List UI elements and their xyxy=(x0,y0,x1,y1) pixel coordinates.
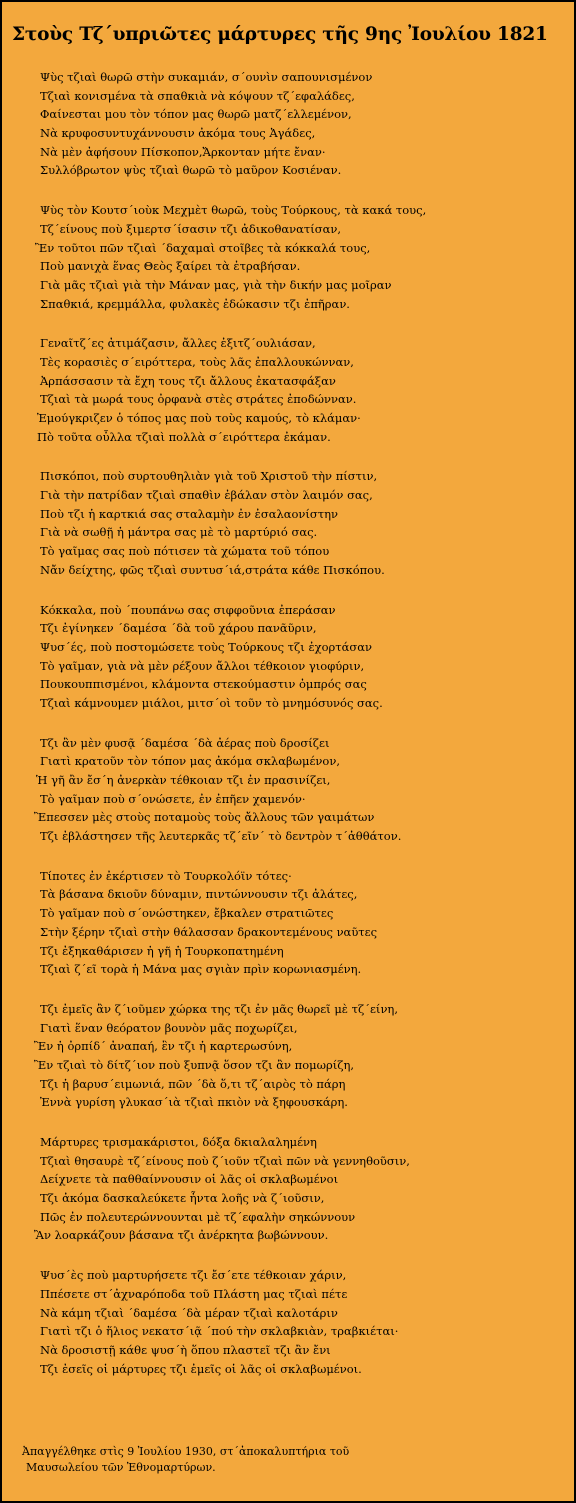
poem-line: Πὸ τοῦτα οὖλλα τζιαὶ πολλὰ σ΄ειρόττερα ἐκάμαν. xyxy=(37,429,331,444)
stanza xyxy=(2,201,576,313)
poem-line: Τζι ἐσεῖς οἱ μάρτυρες τζι ἐμεῖς οἱ λᾶς οἱ σκλαβωμένοι. xyxy=(40,1361,362,1376)
poem-line: Γιὰ τὴν πατρίδαν τζιαὶ σπαθὶν ἐβάλαν στὸν λαιμόν σας, xyxy=(40,488,373,503)
poem-line: Τζ΄είνους ποὺ ξιμερτσ΄ίσασιν τζι ἀδικοθανατίσαν, xyxy=(40,221,342,236)
footnote-line: Μαυσωλείου τῶν Ἐθνομαρτύρων. xyxy=(26,1461,216,1474)
poem-line: Γιατὶ τζι ὁ ἥλιος νεκατσ΄ιᾷ ΄πού τὴν σκλαβκιὰν, τραβκιέται· xyxy=(40,1324,399,1339)
stanza xyxy=(2,1266,576,1378)
poem-line: Ππέσετε στ΄ἀχναρόποδα τοῦ Πλάστη μας τζιαὶ πέτε xyxy=(40,1286,348,1301)
poem-line: Ἀρπάσσασιν τὰ ἔχη τους τζι ἄλλους ἐκατασφάξαν xyxy=(40,373,336,388)
poem-line: Τζιαὶ κάμνουμεν μιάλοι, μιτσ΄οὶ τοῦν τὸ μνημόσυνός σας. xyxy=(40,695,383,710)
poem-line: Τζι ἐξηκαθάρισεν ἡ γῆ ἡ Τουρκοπατημένη xyxy=(40,943,284,958)
footnote-line: Ἀπαγγέλθηκε στὶς 9 Ἰουλίου 1930, στ΄ἀποκαλυπτήρια τοῦ xyxy=(22,1445,350,1458)
poem-line: Τζι ἐγίνηκεν ΄δαμέσα ΄δὰ τοῦ χάρου πανᾶῦριν, xyxy=(40,621,317,636)
poem-line: Τὸ γαῖμαν ποὺ σ΄ονώσετε, ἐν ἐπῆεν χαμενόν· xyxy=(40,791,306,806)
poem-line: Ψὺς τζιαὶ θωρῶ στὴν συκαμιάν, σ΄ουνὶν σαπουνισμένον xyxy=(40,70,373,84)
poem-line: Ἒν τοῦτοι πῶν τζιαὶ ΄δαχαμαὶ στοῖβες τὰ κόκκαλά τους, xyxy=(35,240,371,255)
poem-line: Νὰ κάμη τζιαὶ ΄δαμέσα ΄δὰ μέραν τζιαὶ καλοτάριν xyxy=(40,1305,338,1320)
poem-line: Ψυσ΄ές, ποὺ ποστομώσετε τοὺς Τούρκους τζι ἐχορτάσαν xyxy=(40,639,373,654)
poem-line: Ψὺς τὸν Κουτσ΄ιοὺκ Μεχμὲτ θωρῶ, τοὺς Τούρκους, τὰ κακά τους, xyxy=(40,203,427,218)
poem-line: Τὸ γαῖμαν, γιὰ νὰ μὲν ρέξουν ἄλλοι τέθκοιον γιοφύριν, xyxy=(40,658,365,673)
poem-line: Γιὰ μᾶς τζιαὶ γιὰ τὴν Μάναν μας, γιὰ τὴν δικήν μας μοῖραν xyxy=(40,277,392,292)
poem-line: Τζι ἀκόμα δασκαλεύκετε ἧντα λοῆς νὰ ζ΄ιοῦσιν, xyxy=(40,1191,325,1206)
poem-line: Φαίνεσται μου τὸν τόπον μας θωρῶ ματζ΄ελλεμένον, xyxy=(40,107,352,122)
poem-line: Σπαθκιά, κρεμμάλλα, φυλακὲς ἐδώκασιν τζι ἐπῆραν. xyxy=(40,296,350,311)
poem-line: Τὲς κορασιὲς σ΄ειρόττερα, τοὺς λᾶς ἐπαλλουκώνναν, xyxy=(40,354,354,369)
stanza xyxy=(2,334,576,446)
poem-line: Ἡ γῆ ἂν ἔσ΄η ἀνερκὰν τέθκοιαν τζι ἐν πρασινίζει, xyxy=(36,773,331,787)
poem-line: Τζι ἐμεῖς ἂν ζ΄ιοῦμεν χώρκα της τζι ἐν μᾶς θωρεῖ μὲ τζ΄είνη, xyxy=(40,1001,398,1016)
stanza xyxy=(2,467,576,579)
poem-line: Τίποτες ἐν ἐκέρτισεν τὸ Τουρκολόϊν τότες· xyxy=(40,868,292,883)
stanza xyxy=(2,867,576,979)
poem-line: Συλλόβρωτον ψὺς τζιαὶ θωρῶ τὸ μαῦρον Κοσιέναν. xyxy=(40,163,342,178)
poem-line: Τὸ γαῖμας σας ποὺ πότισεν τὰ χώματα τοῦ τόπου xyxy=(40,544,330,559)
poem-line: Ἒν ἡ ὀρπίδ΄ ἀναπαή, ἒν τζι ἡ καρτερωσύνη, xyxy=(34,1039,293,1054)
poem-line: Νὰ κρυφοσυντυχάννουσιν ἀκόμα τους Ἀγάδες, xyxy=(40,126,316,141)
stanza xyxy=(2,601,576,713)
poem-line: Τζιαὶ τὰ μωρά τους ὀρφανὰ στὲς στράτες ἐποδώνναν. xyxy=(40,392,357,407)
poem-body xyxy=(2,68,576,1399)
stanza xyxy=(2,1133,576,1245)
poem-line: Στὴν ξέρην τζιαὶ στὴν θάλασσαν δρακοντεμένους ναῦτες xyxy=(40,924,378,939)
poem-line: Ψυσ΄ὲς ποὺ μαρτυρήσετε τζι ἔσ΄ετε τέθκοιαν χάριν, xyxy=(40,1268,347,1283)
poem-line: Νἄν δείχτης, φῶς τζιαὶ συντυσ΄ιά,στράτα κάθε Πισκόπου. xyxy=(40,562,385,577)
poem-line: Τζιαὶ θησαυρὲ τζ΄είνους ποὺ ζ΄ιοῦν τζιαὶ πῶν νὰ γεννηθοῦσιν, xyxy=(40,1153,410,1168)
stanza xyxy=(2,1000,576,1112)
poem-line: Τζι ἐβλάστησεν τῆς λευτερκᾶς τζ΄εῖν΄ τὸ δεντρὸν τ΄ἀθθάτον. xyxy=(40,829,402,844)
poem-line: Γιὰ νὰ σωθῇ ἡ μάντρα σας μὲ τὸ μαρτύριό σας. xyxy=(40,525,318,540)
poem-line: Πουκουππισμένοι, κλάμοντα στεκούμαστιν ὀμπρός σας xyxy=(40,677,367,692)
footnote xyxy=(22,1444,562,1476)
poem-line: Μάρτυρες τρισμακάριστοι, δόξα δκιαλαλημένη xyxy=(40,1135,317,1149)
poem-line: Δείχνετε τὰ παθθαίννουσιν οἱ λᾶς οἱ σκλαβωμένοι xyxy=(40,1172,339,1187)
poem-line: Ποὺ τζι ἡ καρτκιά σας σταλαμὴν ἐν ἐσαλαονίστην xyxy=(40,506,339,521)
poem-line: Γεναῖτζ΄ες ἀτιμάζασιν, ἄλλες ἐξιτζ΄ουλιάσαν, xyxy=(40,336,316,351)
poem-line: Τζι ἡ βαρυσ΄ειμωνιά, πῶν ΄δὰ ὅ,τι τζ΄αιρὸς τὸ πάρη xyxy=(40,1076,346,1091)
poem-line: Ἐμούγκριζεν ὁ τόπος μας ποὺ τοὺς καμούς, τὸ κλάμαν· xyxy=(37,411,361,425)
poem-line: Τζιαὶ κονισμένα τὰ σπαθκιὰ νὰ κόψουν τζ΄εφαλάδες, xyxy=(40,88,355,103)
poem-line: Τζιαὶ ζ΄εῖ τορὰ ἡ Μάνα μας σγιὰν πρὶν κορωνιασμένη. xyxy=(40,962,362,977)
poem-line: Ποὺ μανιχὰ ἕνας Θεὸς ξαίρει τὰ ἐτραβήσαν. xyxy=(40,259,301,274)
poem-line: Πισκόποι, ποὺ συρτουθηλιὰν γιὰ τοῦ Χριστοῦ τὴν πίστιν, xyxy=(40,469,378,484)
poem-line: Τὰ βάσανα δκιοῦν δύναμιν, πιντώννουσιν τζι ἀλάτες, xyxy=(40,887,358,902)
poem-title: Στοὺς Τζ΄υπριῶτες μάρτυρες τῆς 9ης Ἰουλίου 1821 xyxy=(12,24,548,45)
poem-line: Γιατὶ ἕναν θεόρατον βουνὸν μᾶς ποχωρίζει, xyxy=(40,1020,298,1035)
poem-line: Ἒπεσσεν μὲς στοὺς ποταμοὺς τοὺς ἄλλους τῶν γαιμάτων xyxy=(34,810,375,825)
stanza xyxy=(2,734,576,846)
poem-line: Κόκκαλα, ποὺ ΄πουπάνω σας σιφφοῦνια ἐπεράσαν xyxy=(40,602,336,617)
poem-line: Τὸ γαῖμαν ποὺ σ΄ονώστηκεν, ἔβκαλεν στρατιῶτες xyxy=(40,906,334,921)
poem-line: Τζι ἂν μὲν φυσᾷ ΄δαμέσα ΄δὰ ἀέρας ποὺ δροσίζει xyxy=(40,735,330,750)
poem-line: Νὰ δροσιστῇ κάθε ψυσ΄ὴ ὅπου πλαστεῖ τζι ἂν ἔνι xyxy=(40,1342,331,1357)
poem-line: Γιατὶ κρατοῦν τὸν τόπον μας ἀκόμα σκλαβωμένον, xyxy=(40,754,340,769)
poem-line: Ἒν τζιαὶ τὸ δίτζ΄ιον ποὺ ξυπνᾷ ὅσον τζι ἂν πομωρίζη, xyxy=(34,1057,355,1072)
poem-line: Ἂν λοαρκάζουν βάσανα τζι ἀνέρκητα βωβώννουν. xyxy=(34,1228,329,1243)
poem-line: Ἐννὰ γυρίση γλυκασ΄ιὰ τζιαὶ πκιὸν νὰ ξηφουσκάρη. xyxy=(40,1095,348,1110)
poem-line: Νὰ μὲν ἀφήσουν Πίσκοπον,Ἄρκονταν μήτε ἔναν· xyxy=(40,144,326,159)
poem-line: Πῶς ἐν πολευτερώννουνται μὲ τζ΄εφαλὴν σηκώννουν xyxy=(40,1209,356,1224)
stanza xyxy=(2,68,576,180)
